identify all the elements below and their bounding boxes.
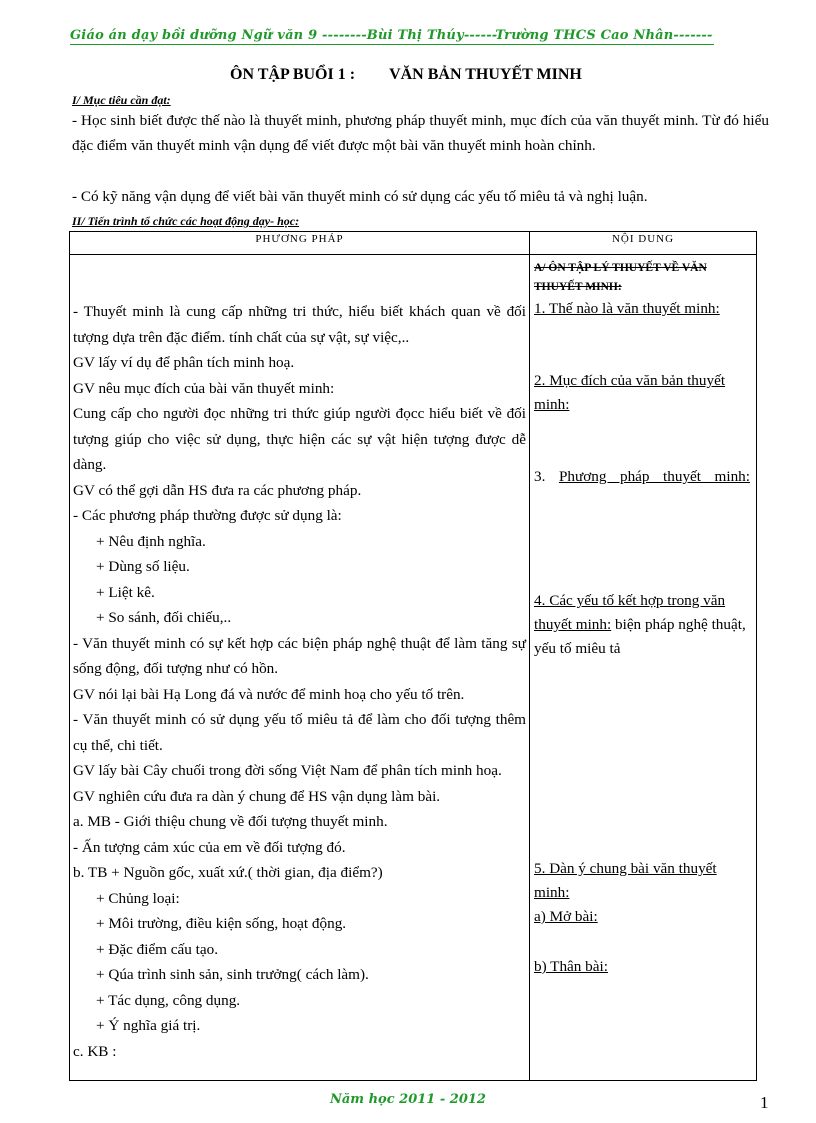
content-item-2: 2. Mục đích của văn bản thuyết minh:: [534, 372, 726, 413]
method-line: GV có thể gợi dẫn HS đưa ra các phương pháp.: [73, 481, 362, 499]
page-number: 1: [760, 1093, 769, 1112]
col-header-method: PHƯƠNG PHÁP: [70, 232, 530, 255]
section2-heading: II/ Tiến trình tổ chức các hoạt động dạy- học:: [72, 214, 300, 228]
page-footer: Năm học 2011 - 2012: [330, 1092, 486, 1107]
content-item-3: 3. Phương pháp thuyết minh:: [534, 468, 750, 485]
objective-1: - Học sinh biết được thế nào là thuyết minh, phương pháp thuyết minh, mục đích của văn thuyết minh. Từ đó hiểu đặc điểm văn thuyết minh vận dụng để viết được một bài văn thuyết minh hoàn chỉnh.: [72, 112, 769, 154]
method-line: GV nghiên cứu đưa ra dàn ý chung để HS vận dụng làm bài.: [73, 787, 441, 805]
method-line: Cung cấp cho người đọc những tri thức giúp người đọcc hiểu biết về đối tượng giúp cho việc sử dụng, thực hiện các sự vật hiện tượng được dễ dàng.: [73, 405, 526, 473]
title-part2: VĂN BẢN THUYẾT MINH: [389, 66, 582, 83]
method-lines: [73, 299, 526, 1064]
method-line: + Ý nghĩa giá trị.: [96, 1017, 201, 1034]
method-line: GV nói lại bài Hạ Long đá và nước để minh hoạ cho yếu tố trên.: [73, 685, 465, 703]
content-item-5b: b) Thân bài:: [534, 958, 608, 975]
section1-heading: I/ Mục tiêu cần đạt:: [72, 93, 171, 107]
method-column: [70, 255, 530, 1081]
method-line: - Các phương pháp thường được sử dụng là:: [73, 507, 342, 524]
method-line: - Thuyết minh là cung cấp những tri thức, hiểu biết khách quan về đối tượng dựa trên đặc điểm. tính chất của sự vật, sự việc,..: [73, 303, 526, 346]
method-line: - Văn thuyết minh có sử dụng yếu tố miêu tả để làm cho đối tượng thêm cụ thể, chi tiết.: [73, 711, 526, 754]
method-line: + Tác dụng, công dụng.: [96, 991, 241, 1009]
page-header: Giáo án dạy bồi dưỡng Ngữ văn 9 --------Bùi Thị Thúy------Trường THCS Cao Nhân-------: [70, 28, 713, 43]
method-line: + Qúa trình sinh sản, sinh trưởng( cách làm).: [96, 966, 369, 983]
content-item-4: 4. Các yếu tố kết hợp trong văn thuyết minh: biện pháp nghệ thuật, yếu tố miêu tả: [534, 592, 746, 657]
title-part1: ÔN TẬP BUỔI 1 :: [230, 66, 356, 83]
part-a-heading: A/ ÔN TẬP LÝ THUYẾT VỀ VĂN THUYẾT MINH:: [534, 262, 707, 293]
method-line: c. KB :: [73, 1042, 117, 1060]
method-line: + Chủng loại:: [96, 889, 180, 907]
method-line: + Môi trường, điều kiện sống, hoạt động.: [96, 915, 347, 932]
content-item-1: 1. Thế nào là văn thuyết minh:: [534, 300, 720, 317]
method-line: a. MB - Giới thiệu chung về đối tượng thuyết minh.: [73, 813, 388, 830]
method-line: - Văn thuyết minh có sự kết hợp các biện pháp nghệ thuật để làm tăng sự sống động, đối tượng như có hồn.: [73, 634, 526, 677]
method-line: - Ấn tượng cảm xúc của em về đối tượng đó.: [73, 838, 346, 856]
objective-2: - Có kỹ năng vận dụng để viết bài văn thuyết minh có sử dụng các yếu tố miêu tả và nghị luận.: [72, 188, 648, 205]
method-line: GV lấy bài Cây chuối trong đời sống Việt Nam để phân tích minh hoạ.: [73, 762, 502, 779]
content-column: [530, 255, 757, 1081]
lesson-table: [69, 231, 757, 1081]
col-header-content: NỘI DUNG: [530, 232, 757, 255]
method-line: + Dùng số liệu.: [96, 558, 190, 575]
content-item-5a: a) Mở bài:: [534, 908, 598, 925]
method-line: + Đặc điểm cấu tạo.: [96, 940, 218, 958]
method-line: b. TB + Nguồn gốc, xuất xứ.( thời gian, địa điểm?): [73, 864, 383, 881]
method-line: + So sánh, đối chiếu,..: [96, 609, 232, 626]
method-line: + Liệt kê.: [96, 583, 155, 601]
content-item-5: 5. Dàn ý chung bài văn thuyết minh:: [534, 860, 717, 901]
method-line: GV nêu mục đích của bài văn thuyết minh:: [73, 379, 335, 397]
method-line: + Nêu định nghĩa.: [96, 532, 206, 550]
page-title: [230, 66, 582, 84]
method-line: GV lấy ví dụ để phân tích minh hoạ.: [73, 354, 295, 371]
